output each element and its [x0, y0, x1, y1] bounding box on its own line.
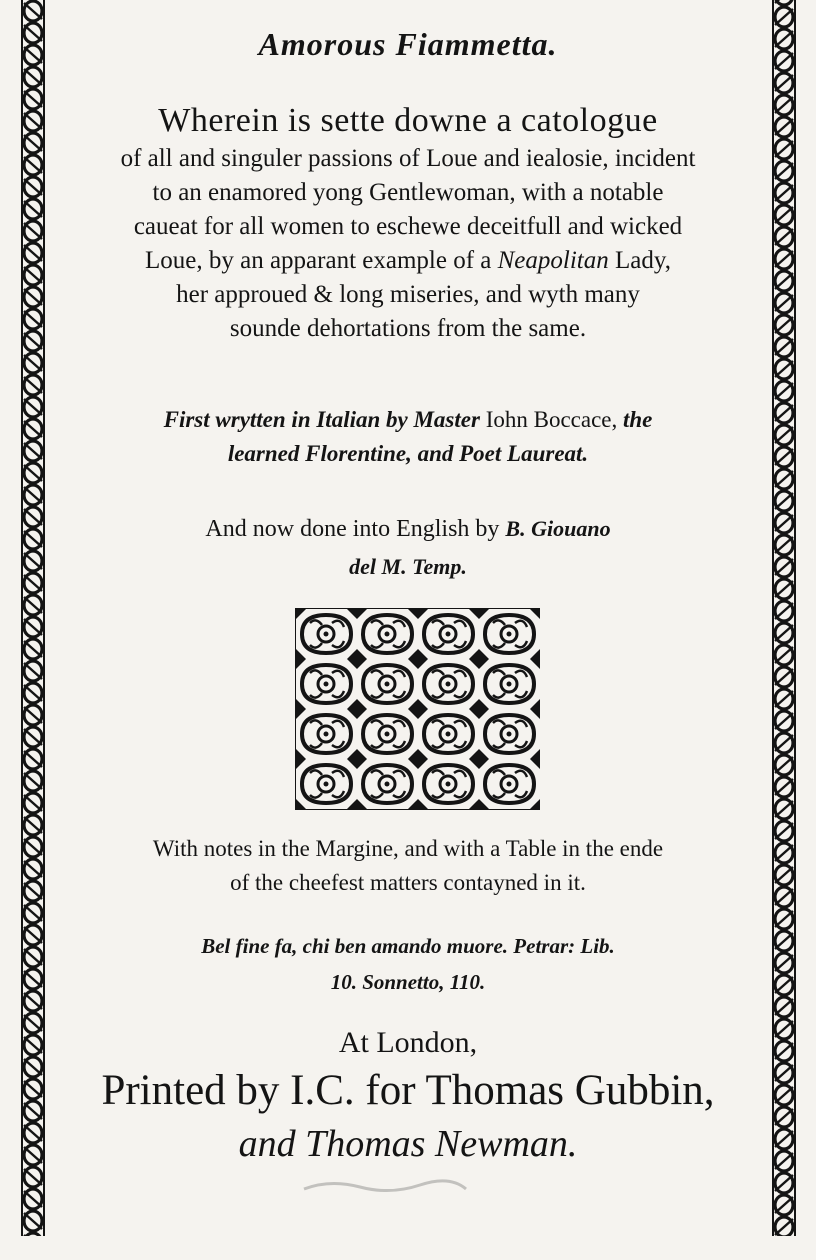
imprint-place: At London,: [338, 1026, 478, 1059]
neapolitan-italic: Neapolitan: [497, 247, 609, 274]
petrarch-motto: [52, 928, 764, 1000]
description-line-2: of all and singuler passions of Loue and iealosie, incident: [120, 145, 696, 172]
description-line-6: her approued & long miseries, and wyth many: [176, 281, 640, 308]
author-name: Iohn Boccace,: [485, 407, 618, 432]
left-chain-border: [20, 0, 46, 1236]
imprint: [52, 1022, 764, 1170]
translator-line-2: del M. Temp.: [349, 554, 467, 579]
notes-line-1: With notes in the Margine, and with a Table in the ende: [152, 836, 664, 861]
imprint-printer: Printed by I.C. for Thomas Gubbin,: [101, 1067, 715, 1114]
notes-statement: [52, 832, 764, 900]
translator-line-1: And now done into English by B. Giouano: [205, 516, 611, 542]
ink-smudge: [300, 1175, 470, 1199]
motto-line-1: Bel fine fa, chi ben amando muore. Petrar: Lib.: [201, 934, 615, 958]
notes-line-2: of the cheefest matters contayned in it.: [230, 870, 586, 895]
description-line-5: Loue, by an apparant example of a Neapolitan Lady,: [145, 247, 671, 274]
description-line-4: caueat for all women to eschewe deceitfull and wicked: [133, 213, 683, 240]
motto-line-2: 10. Sonnetto, 110.: [330, 970, 486, 994]
translator-name: B. Giouano: [505, 516, 611, 541]
imprint-partner: and Thomas Newman.: [238, 1123, 578, 1165]
description-line-1: Wherein is sette downe a catologue: [158, 102, 658, 139]
author-line-1: First wrytten in Italian by Master Iohn Boccace, the: [163, 407, 653, 432]
author-credit: [52, 403, 764, 471]
printers-ornament-block: [295, 608, 540, 810]
book-title: Amorous Fiammetta.: [258, 26, 558, 62]
translator-credit: [52, 510, 764, 586]
description-line-3: to an enamored yong Gentlewoman, with a notable: [152, 179, 664, 206]
author-line-2: learned Florentine, and Poet Laureat.: [227, 441, 589, 466]
right-chain-border: [771, 0, 797, 1236]
book-description: [52, 100, 764, 346]
description-line-7: sounde dehortations from the same.: [229, 315, 587, 342]
